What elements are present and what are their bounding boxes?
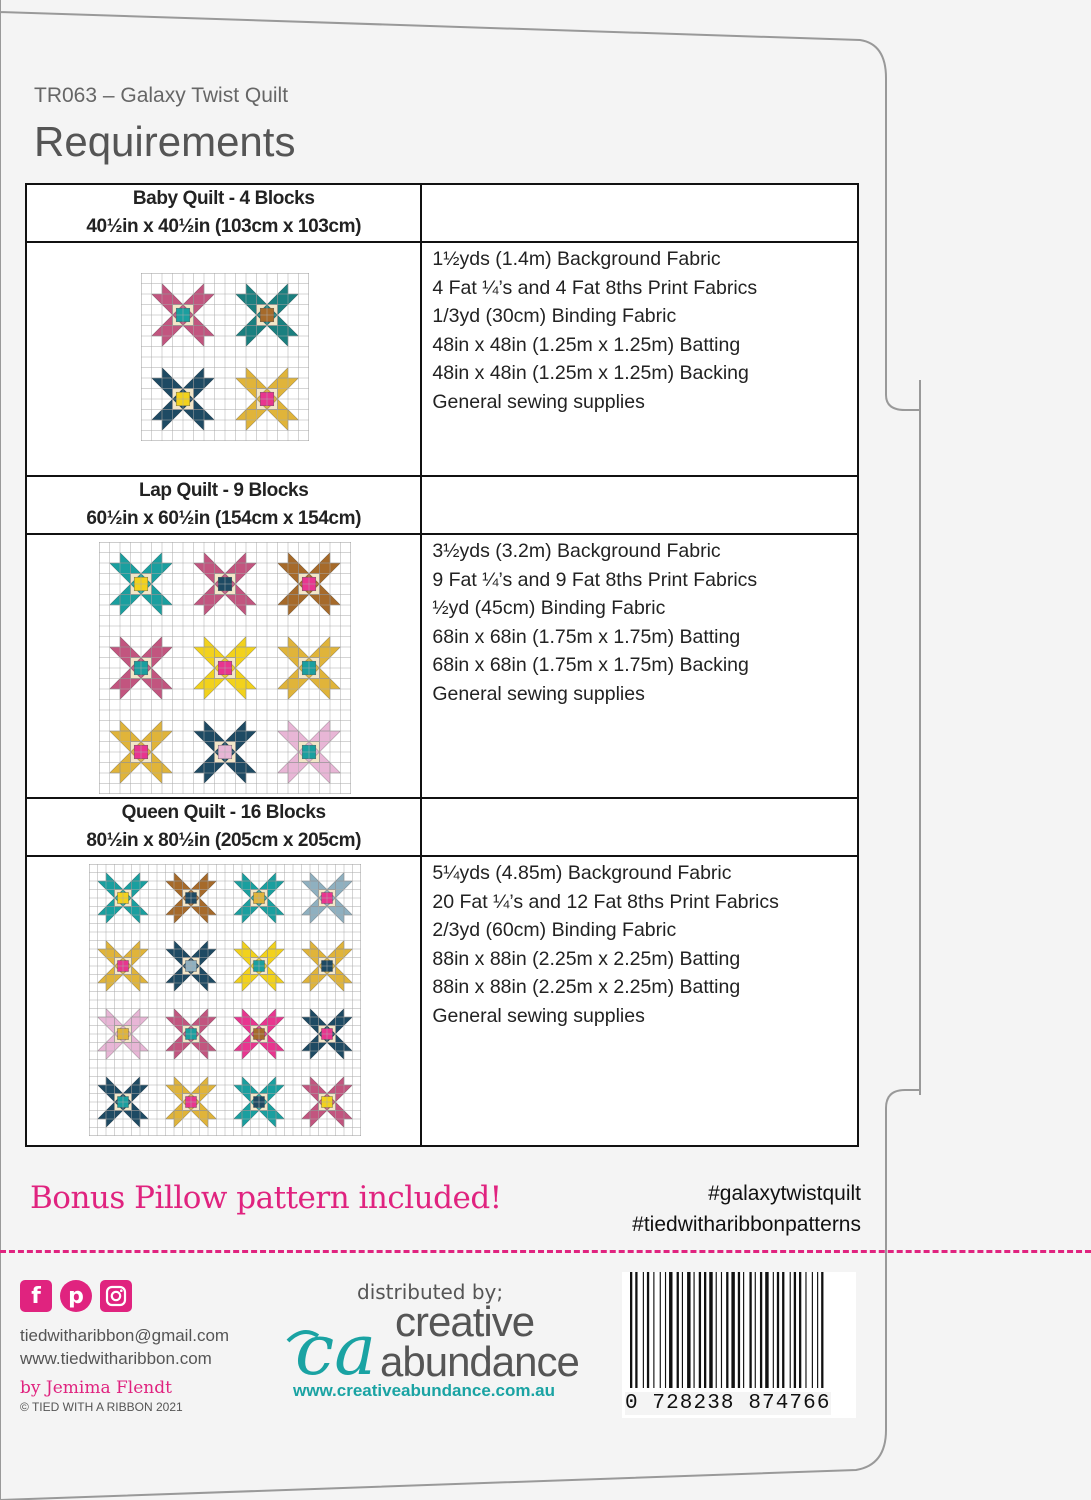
list-item: 9 Fat ¼’s and 9 Fat 8ths Print Fabrics — [432, 568, 758, 591]
list-item: 1/3yd (30cm) Binding Fabric — [432, 305, 677, 328]
table-row — [26, 856, 858, 1146]
pattern-code-title: TR063 – Galaxy Twist Quilt — [34, 84, 289, 107]
list-item: ½yd (45cm) Binding Fabric — [432, 597, 666, 620]
barcode-bar — [677, 1272, 679, 1388]
barcode-bar — [738, 1272, 740, 1388]
quilt-dimensions: 40½in x 40½in (103cm x 103cm) — [86, 216, 361, 237]
pinterest-icon[interactable]: p — [60, 1280, 92, 1312]
barcode-bar — [665, 1272, 666, 1388]
barcode-bar — [694, 1272, 695, 1388]
barcode-bar — [647, 1272, 649, 1388]
barcode-bar — [660, 1272, 661, 1388]
hashtag: #tiedwitharibbonpatterns — [632, 1213, 861, 1236]
barcode-bar — [782, 1272, 784, 1388]
list-item: 1½yds (1.4m) Background Fabric — [432, 248, 721, 270]
list-item: 48in x 48in (1.25m x 1.25m) Backing — [432, 362, 749, 385]
barcode-bar — [760, 1272, 762, 1388]
list-item: 48in x 48in (1.25m x 1.25m) Batting — [432, 333, 741, 356]
list-item: General sewing supplies — [432, 682, 645, 705]
barcode-bar — [643, 1272, 644, 1388]
barcode-bar — [794, 1272, 796, 1388]
requirements-list — [422, 243, 857, 417]
barcode-number: 0 728238 874766 — [625, 1392, 831, 1415]
table-row — [26, 534, 858, 798]
website-link[interactable]: www.tiedwitharibbon.com — [20, 1349, 212, 1368]
distributed-by-label: distributed by; — [357, 1280, 504, 1304]
list-item: General sewing supplies — [432, 390, 645, 413]
table-row — [26, 242, 858, 476]
barcode-bar — [731, 1272, 734, 1388]
list-item: 2/3yd (60cm) Binding Fabric — [432, 919, 677, 942]
author-credit: by Jemima Flendt — [20, 1378, 172, 1398]
requirements-list — [422, 857, 857, 1031]
list-item: General sewing supplies — [432, 1004, 645, 1027]
logo-monogram: ca — [295, 1309, 376, 1382]
barcode-bar — [699, 1272, 701, 1388]
list-item: 88in x 88in (2.25m x 2.25m) Batting — [432, 947, 741, 970]
barcode-bar — [799, 1272, 801, 1388]
barcode-bar — [635, 1272, 637, 1388]
barcode-bar — [817, 1272, 818, 1388]
list-item: 20 Fat ¼’s and 12 Fat 8ths Print Fabrics — [432, 890, 779, 913]
distributor-name-line2: abundance — [380, 1338, 579, 1385]
barcode-bar — [812, 1272, 813, 1388]
quilt-dimensions: 60½in x 60½in (154cm x 154cm) — [86, 508, 361, 529]
barcode-bar — [726, 1272, 728, 1388]
hashtags — [632, 1178, 861, 1240]
list-item: 68in x 68in (1.75m x 1.75m) Batting — [432, 625, 741, 648]
copyright: © TIED WITH A RIBBON 2021 — [20, 1400, 183, 1414]
list-item: 88in x 88in (2.25m x 2.25m) Batting — [432, 976, 741, 999]
queen-quilt-diagram — [89, 864, 361, 1136]
lap-quilt-diagram — [99, 542, 351, 794]
barcode-bar — [716, 1272, 717, 1388]
facebook-icon[interactable]: f — [20, 1280, 52, 1312]
list-item: 68in x 68in (1.75m x 1.75m) Backing — [432, 654, 749, 677]
barcode-bar — [704, 1272, 706, 1388]
barcode-bar — [743, 1272, 744, 1388]
creative-abundance-logo — [283, 1296, 393, 1382]
barcode-bar — [773, 1272, 774, 1388]
barcode-bar — [805, 1272, 806, 1388]
barcode-bar — [755, 1272, 756, 1388]
barcode-bar — [765, 1272, 768, 1388]
barcode-bar — [687, 1272, 690, 1388]
barcode-bar — [790, 1272, 791, 1388]
quilt-size-name: Lap Quilt - 9 Blocks — [139, 480, 309, 501]
barcode-bar — [821, 1272, 823, 1388]
quilt-size-name: Baby Quilt - 4 Blocks — [132, 188, 315, 209]
table-row — [26, 184, 858, 242]
social-links — [20, 1280, 132, 1312]
list-item: 5¼yds (4.85m) Background Fabric — [432, 862, 732, 884]
barcode-bar — [709, 1272, 712, 1388]
barcode-bar — [669, 1272, 672, 1388]
dashed-divider — [0, 1250, 1091, 1253]
hashtag: #galaxytwistquilt — [708, 1182, 861, 1205]
table-row — [26, 476, 858, 534]
list-item: 3½yds (3.2m) Background Fabric — [432, 540, 721, 562]
table-row — [26, 798, 858, 856]
page-title: Requirements — [34, 118, 296, 165]
contact-info — [20, 1324, 229, 1370]
list-item: 4 Fat ¼’s and 4 Fat 8ths Print Fabrics — [432, 276, 758, 299]
bonus-pillow-note: Bonus Pillow pattern included! — [30, 1180, 502, 1216]
requirements-table — [25, 183, 859, 1147]
barcode-bar — [721, 1272, 722, 1388]
barcode-bar — [749, 1272, 751, 1388]
instagram-icon[interactable] — [100, 1280, 132, 1312]
barcode-bar — [777, 1272, 779, 1388]
quilt-dimensions: 80½in x 80½in (205cm x 205cm) — [86, 830, 361, 851]
quilt-size-name: Queen Quilt - 16 Blocks — [121, 802, 326, 823]
requirements-list — [422, 535, 857, 709]
barcode-bar — [682, 1272, 683, 1388]
distributor-website-link[interactable]: www.creativeabundance.com.au — [293, 1381, 556, 1400]
barcode-bar — [653, 1272, 654, 1388]
email-link[interactable]: tiedwitharibbon@gmail.com — [20, 1326, 230, 1345]
distributor-name-line1: creative — [395, 1298, 535, 1345]
barcode-bar — [630, 1272, 632, 1388]
baby-quilt-diagram — [141, 273, 309, 441]
